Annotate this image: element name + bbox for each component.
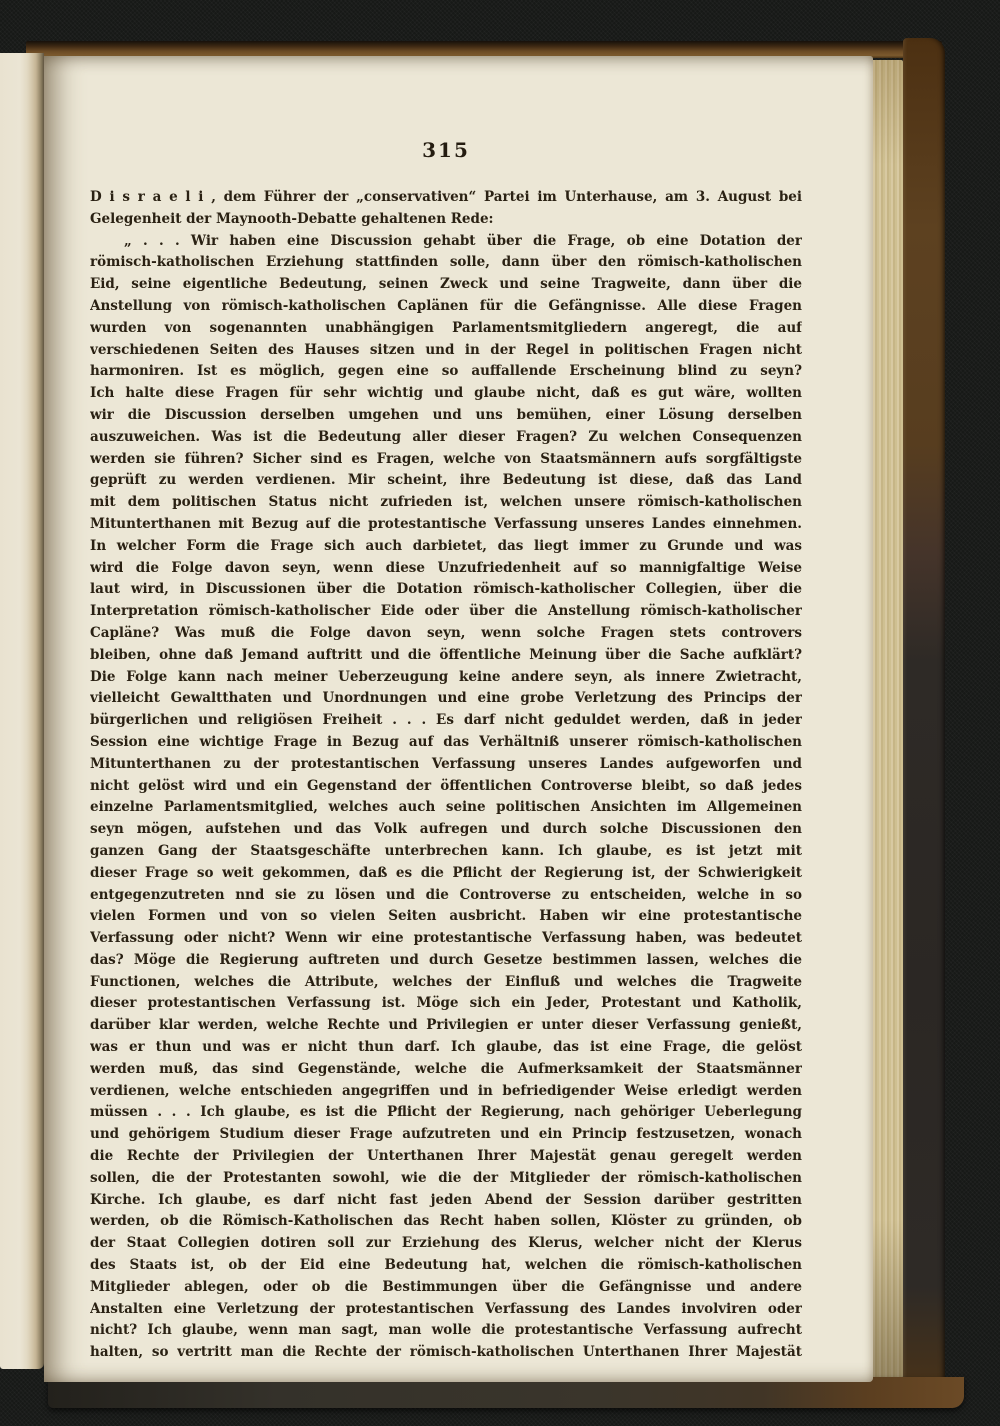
text-line: mit dem politischen Status nicht zufrieden ist, welchen unsere römisch-katholischen [90,494,802,511]
text-line: entgegenzutreten nnd sie zu lösen und die Controverse zu entscheiden, welche in so [90,886,802,903]
text-line: Anstalten eine Verletzung der protestantischen Verfassung des Landes involviren oder [90,1300,802,1317]
fore-edge-page-stack [873,60,903,1378]
text-line: Ich halte diese Fragen für sehr wichtig und glaube nicht, daß es gut wäre, wollten [90,385,802,402]
text-line: dieser protestantischen Verfassung ist. Möge sich ein Jeder, Protestant und Katholik, [90,995,802,1012]
text-line: halten, so vertritt man die Rechte der römisch-katholischen Unterthanen Ihrer Majestät [90,1344,802,1361]
text-line: Anstellung von römisch-katholischen Caplänen für die Gefängnisse. Alle diese Fragen [90,297,802,314]
text-line: Mitglieder ablegen, oder ob die Bestimmungen über die Gefängnisse und andere [90,1278,802,1295]
text-line: ganzen Gang der Staatsgeschäfte unterbrechen kann. Ich glaube, es ist jetzt mit [90,842,802,859]
text-line: werden sie führen? Sicher sind es Fragen, welche von Staatsmännern aufs sorgfältigste [90,450,802,467]
quote-paragraph [90,231,802,1364]
text-line: vielleicht Gewaltthaten und Unordnungen und eine grobe Verletzung des Princips der [90,690,802,707]
text-line: was er thun und was er nicht thun darf. Ich glaube, das ist eine Frage, die gelöst [90,1039,802,1056]
text-line: wird die Folge davon seyn, wenn diese Unzufriedenheit auf so mannigfaltige Weise [90,559,802,576]
text-line: werden muß, das sind Gegenstände, welche die Aufmerksamkeit der Staatsmänner [90,1060,802,1077]
text-line: bleiben, ohne daß Jemand auftritt und die öffentliche Meinung über die Sache aufklärt? [90,646,802,663]
text-line: seyn mögen, aufstehen und das Volk aufregen und durch solche Discussionen den [90,821,802,838]
text-line: wir die Discussion derselben umgehen und uns bemühen, einer Lösung derselben [90,406,802,423]
book-page [44,56,873,1382]
text-line: Eid, seine eigentliche Bedeutung, seinen Zweck und seine Tragweite, dann über die [90,276,802,293]
text-line: Session eine wichtige Frage in Bezug auf das Verhältniß unserer römisch-katholischen [90,733,802,750]
text-line: nicht gelöst wird und ein Gegenstand der öffentlichen Controverse bleibt, so daß jedes [90,777,802,794]
text-line: sollen, die der Protestanten sowohl, wie die der Mitglieder der römisch-katholischen [90,1169,802,1186]
text-line: die Rechte der Privilegien der Unterthanen Ihrer Majestät genau geregelt werden [90,1148,802,1165]
text-line: verdienen, welche entschieden angegriffen und in befriedigender Weise erledigt werden [90,1082,802,1099]
text-line: Interpretation römisch-katholischer Eide oder über die Anstellung römisch-katholischer [90,603,802,620]
text-line: Kirche. Ich glaube, es darf nicht fast jeden Abend der Session darüber gestritten [90,1191,802,1208]
text-line: dieser Frage so weit gekommen, daß es die Pflicht der Regierung ist, der Schwierigkeit [90,864,802,881]
text-line: und gehörigem Studium dieser Frage aufzutreten und ein Princip festzusetzen, wonach [90,1126,802,1143]
text-line: müssen . . . Ich glaube, es ist die Pflicht der Regierung, nach gehöriger Ueberlegung [90,1104,802,1121]
text-line: Capläne? Was muß die Folge davon seyn, wenn solche Fragen stets controvers [90,624,802,641]
text-line: darüber klar werden, welche Rechte und Privilegien er unter dieser Verfassung genießt, [90,1017,802,1034]
text-line: verschiedenen Seiten des Hauses sitzen und in der Regel in politischen Fragen nicht [90,341,802,358]
text-line: des Staats ist, ob der Eid eine Bedeutung hat, welchen die römisch-katholischen [90,1257,802,1274]
intro-paragraph [90,187,802,231]
text-line: nicht? Ich glaube, wenn man sagt, man wolle die protestantische Verfassung aufrecht [90,1322,802,1339]
text-line: geprüft zu werden verdienen. Mir scheint, ihre Bedeutung ist diese, daß das Land [90,472,802,489]
text-line: Mitunterthanen zu der protestantischen Verfassung unseres Landes aufgeworfen und [90,755,802,772]
text-line: In welcher Form die Frage sich auch darbietet, das liegt immer zu Grunde und was [90,537,802,554]
text-line: Die Folge kann nach meiner Ueberzeugung keine andere seyn, als innere Zwietracht, [90,668,802,685]
text-line: harmoniren. Ist es möglich, gegen eine so auffallende Erscheinung blind zu seyn? [90,363,802,380]
text-line: bürgerlichen und religiösen Freiheit . . . Es darf nicht geduldet werden, daß in jeder [90,712,802,729]
book-cover-edge [903,38,945,1394]
text-line: wurden von sogenannten unabhängigen Parlamentsmitgliedern angeregt, die auf [90,319,802,336]
text-line: laut wird, in Discussionen über die Dotation römisch-katholischer Collegien, über die [90,581,802,598]
text-line: auszuweichen. Was ist die Bedeutung aller dieser Fragen? Zu welchen Consequenzen [90,428,802,445]
text-line: D i s r a e l i , dem Führer der „conservativen“ Partei im Unterhause, am 3. August bei [90,189,802,205]
text-block [90,187,802,1364]
text-line: werden, ob die Römisch-Katholischen das Recht haben sollen, Klöster zu gründen, ob [90,1213,802,1230]
text-line: römisch-katholischen Erziehung stattfinden solle, dann über den römisch-katholischen [90,254,802,271]
text-line: Verfassung oder nicht? Wenn wir eine protestantische Verfassung haben, was bedeutet [90,930,802,947]
text-line: einzelne Parlamentsmitglied, welches auch seine politischen Ansichten im Allgemeinen [90,799,802,816]
text-line: „ . . . Wir haben eine Discussion gehabt über die Frage, ob eine Dotation der [124,232,802,249]
facing-page-sliver [0,53,44,1369]
text-line: der Staat Collegien dotiren soll zur Erziehung des Klerus, welcher nicht der Klerus [90,1235,802,1252]
text-line: das? Möge die Regierung auftreten und durch Gesetze bestimmen lassen, welches die [90,951,802,968]
page-number: 315 [422,138,470,162]
text-line: vielen Formen und von so vielen Seiten ausbricht. Haben wir eine protestantische [90,908,802,925]
text-line: Mitunterthanen mit Bezug auf die protestantische Verfassung unseres Landes einnehmen. [90,515,802,532]
text-line: Gelegenheit der Maynooth-Debatte gehaltenen Rede: [90,210,494,227]
text-line: Functionen, welches die Attribute, welches der Einfluß und welches die Tragweite [90,973,802,990]
